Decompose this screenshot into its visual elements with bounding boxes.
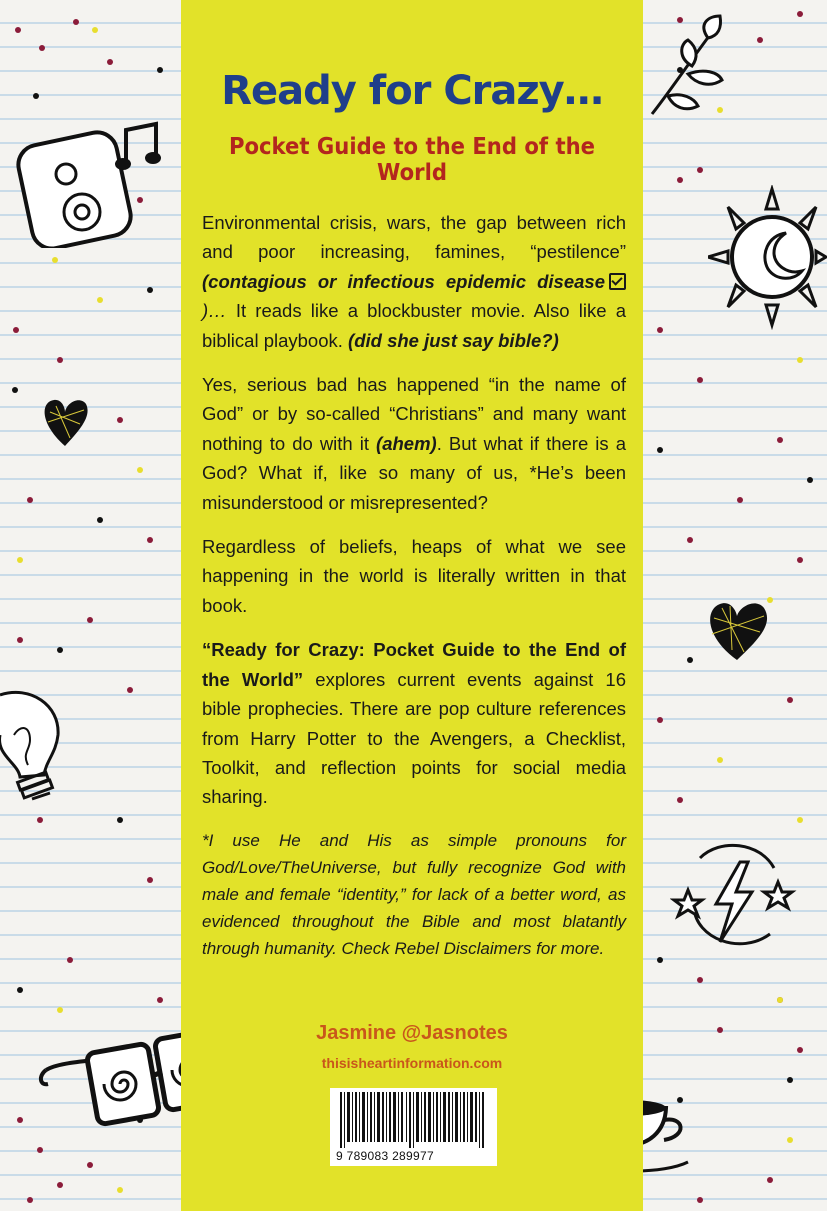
author-name: Jasmine @Jasnotes: [316, 1022, 508, 1044]
leaf-branch-icon: [648, 14, 728, 124]
isbn-digits: 9 789083 289977: [336, 1149, 434, 1163]
music-note-icon: [114, 120, 164, 180]
book-title: Ready for Crazy…: [221, 68, 603, 114]
book-subtitle: Pocket Guide to the End of the World: [228, 134, 596, 186]
blurb-paragraph-4: “Ready for Crazy: Pocket Guide to the End of the World” explores current events against 16 bible prophecies. There are pop culture references from Harry Potter to the Avengers, a Checklist, Toolkit, and reflection points for social media sharing.: [202, 639, 626, 808]
heart-icon: [40, 394, 90, 450]
checkbox-icon: [609, 273, 626, 290]
pronoun-disclaimer: *I use He and His as simple pronouns for God/Love/TheUniverse, but fully recognize God with male and female “identity,” for lack of a better word, as evidenced throughout the Bible and most blatantly through humanity. Check Rebel Disclaimers for more.: [202, 830, 626, 958]
blurb-paragraph-1: Environmental crisis, wars, the gap between rich and poor increasing, famines, “pestilence” (contagious or infectious epidemic disease)… It reads like a blockbuster movie. Also like a biblical playbook. (did she just say bible?): [202, 212, 626, 351]
barcode-bars: [330, 1088, 497, 1150]
blurb-paragraph-2: Yes, serious bad has happened “in the name of God” or by so-called “Christians” and many want nothing to do with it (ahem). But what if there is a God? What if, like so many of us, *He’s been misunderstood or misrepresented?: [202, 374, 626, 513]
blurb-paragraph-3: Regardless of beliefs, heaps of what we see happening in the world is literally written in that book.: [202, 536, 626, 616]
cover-panel: [181, 0, 643, 1211]
blurb: [202, 208, 626, 977]
sun-moon-icon: [708, 185, 827, 330]
isbn-barcode: [330, 1088, 497, 1166]
heart-icon: [702, 598, 772, 664]
lightbulb-icon: [0, 685, 80, 810]
author-website: thisisheartinformation.com: [321, 1055, 503, 1071]
lightning-stars-icon: [670, 838, 800, 953]
